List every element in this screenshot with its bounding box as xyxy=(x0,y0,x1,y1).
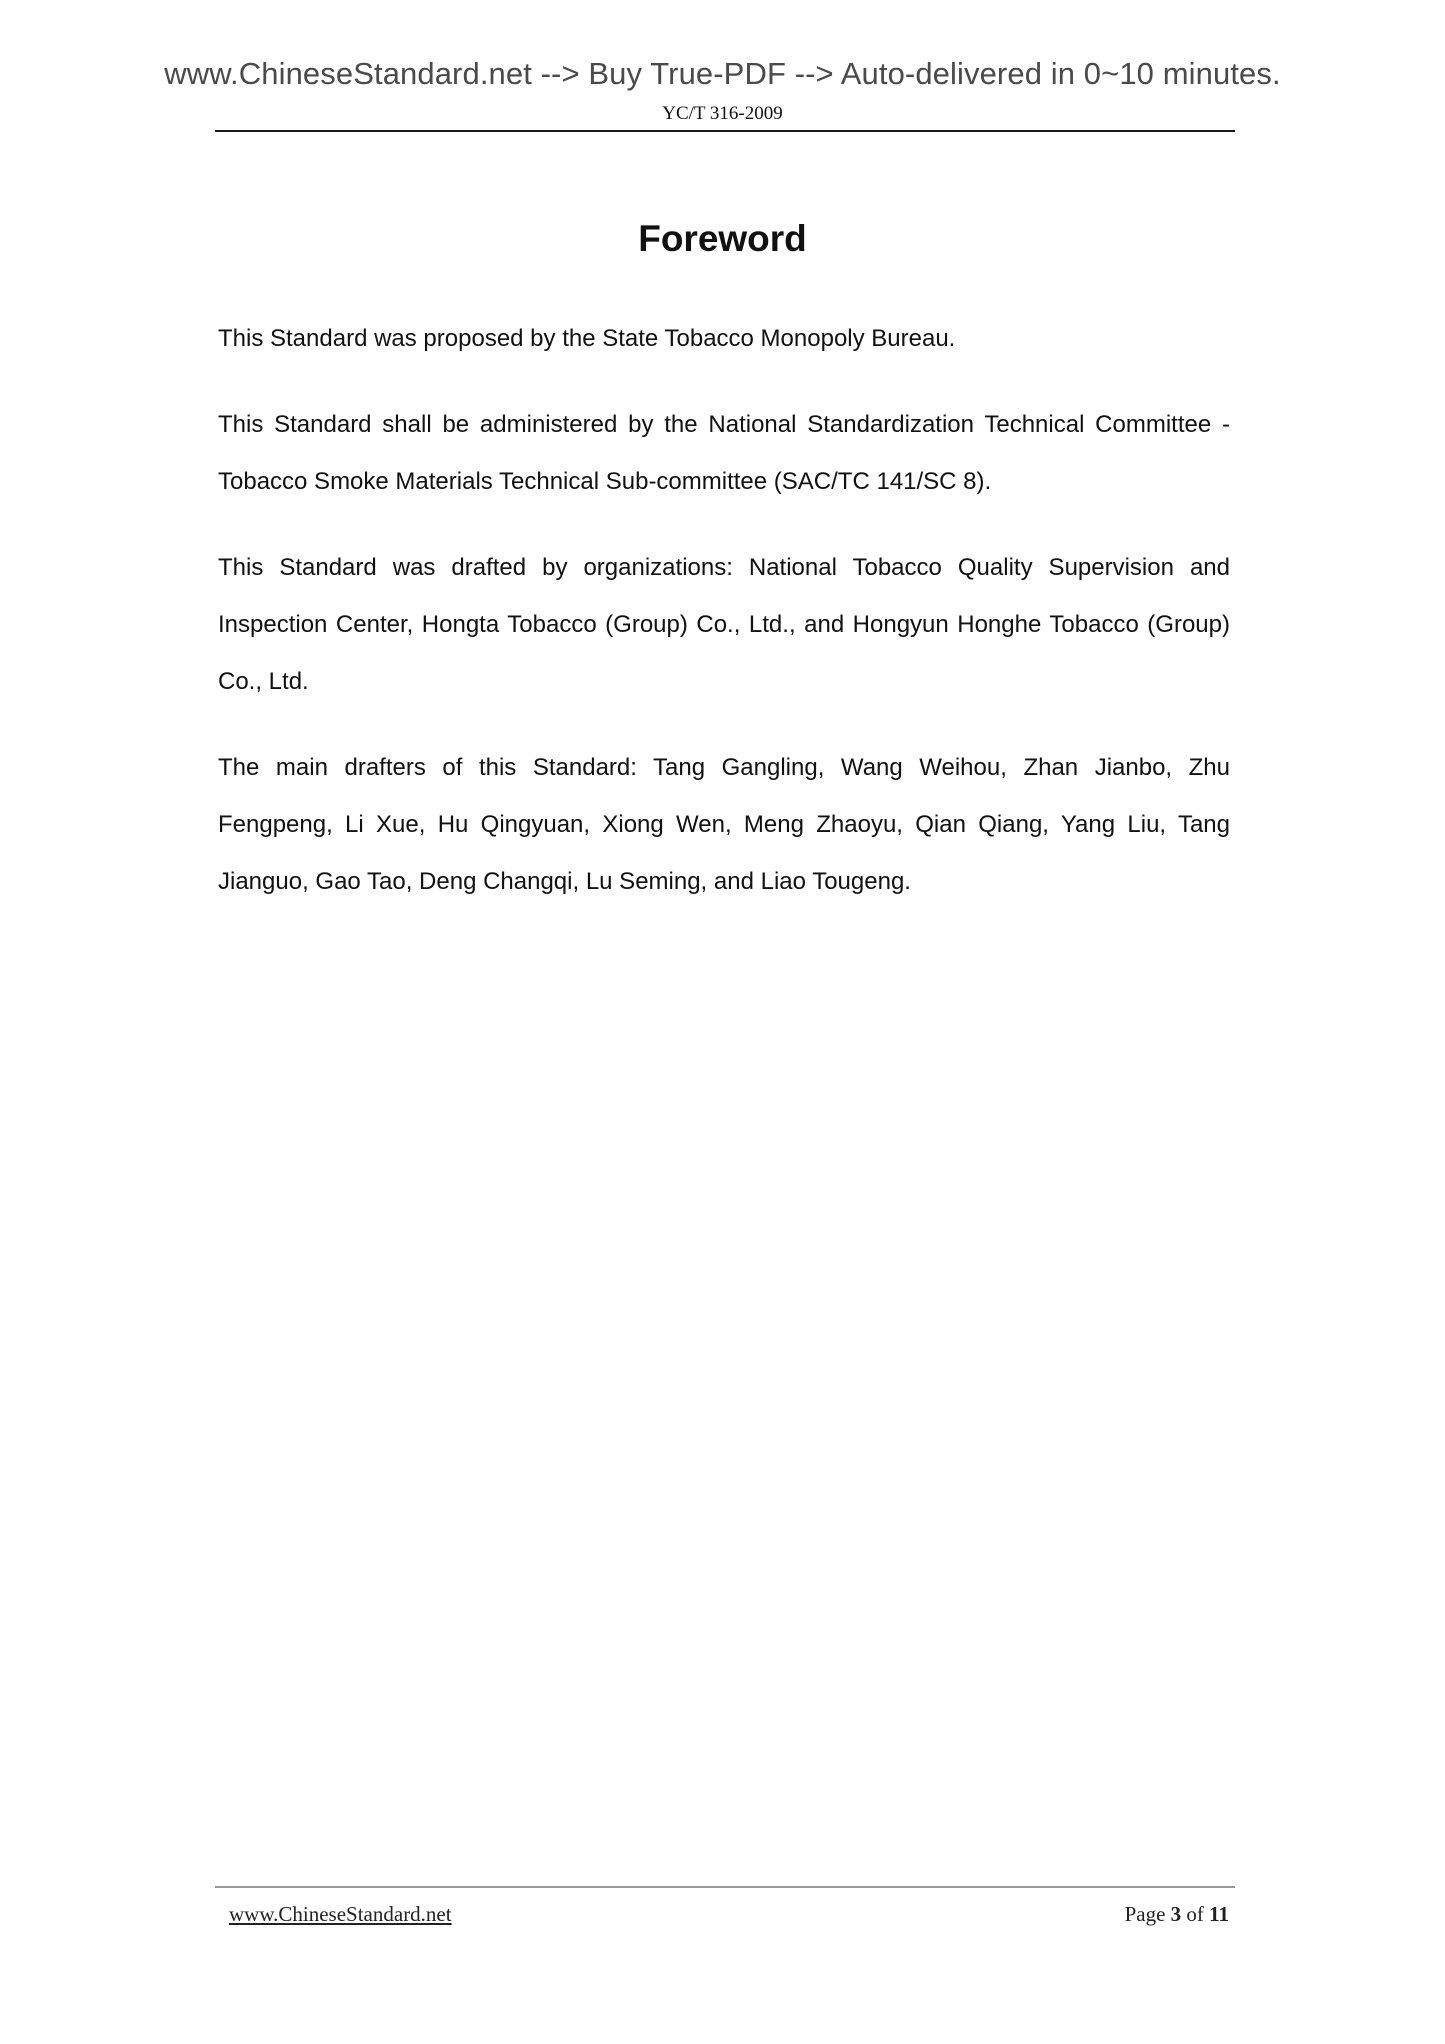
paragraph-drafting-organizations: This Standard was drafted by organizations: National Tobacco Quality Supervision and Inspection Center, Hongta Tobacco (Group) Co., Ltd., and Hongyun Honghe Tobacco (Group) Co., Ltd. xyxy=(218,554,1230,695)
footer-divider xyxy=(215,1886,1235,1888)
page-prefix: Page xyxy=(1124,1902,1171,1926)
paragraph-main-drafters: The main drafters of this Standard: Tang Gangling, Wang Weihou, Zhan Jianbo, Zhu Fengpeng, Li Xue, Hu Qingyuan, Xiong Wen, Meng Zhaoyu, Qian Qiang, Yang Liu, Tang Jianguo, Gao Tao, Deng Changqi, Lu Seming, and Liao Tougeng. xyxy=(218,754,1230,895)
page-current: 3 xyxy=(1170,1902,1182,1926)
header-divider xyxy=(215,130,1235,132)
paragraph-administered-by: This Standard shall be administered by the National Standardization Technical Committee - Tobacco Smoke Materials Technical Sub-committee (SAC/TC 141/SC 8). xyxy=(218,411,1230,495)
page-number xyxy=(1125,1902,1229,1927)
paragraph-proposed-by: This Standard was proposed by the State Tobacco Monopoly Bureau. xyxy=(218,325,956,352)
page-title: Foreword xyxy=(638,218,807,259)
footer-site-link[interactable]: www.ChineseStandard.net xyxy=(229,1902,452,1926)
document-code: YC/T 316-2009 xyxy=(662,103,783,124)
page-total: 11 xyxy=(1209,1902,1229,1926)
promo-banner: www.ChineseStandard.net --> Buy True-PDF --> Auto-delivered in 0~10 minutes. xyxy=(164,56,1281,91)
page-of: of xyxy=(1181,1902,1210,1926)
